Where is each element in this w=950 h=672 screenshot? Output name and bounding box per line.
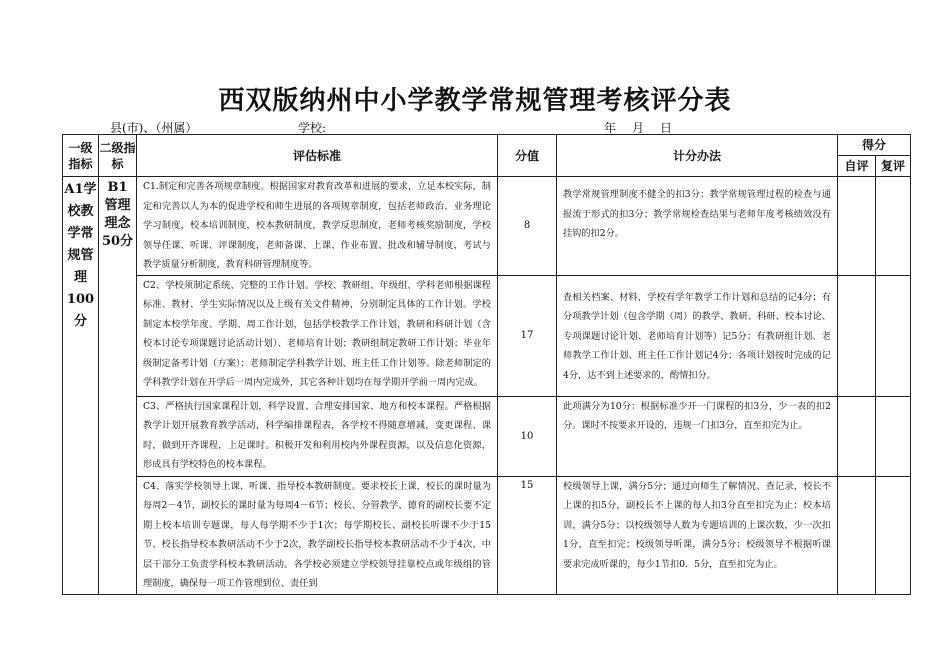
header-re-eval: 复评 bbox=[876, 156, 911, 177]
criteria-cell: C3、严格执行国家课程计划，科学设置、合理安排国家、地方和校本课程。严格根据教学计划开展教育教学活动，科学编排课程表，各学校不得随意增减，变更课程、课时，做到开齐课程，上足课时。积极开发和利用校内外课程资源，以及信息化资源，形成具有学校特色的校本课程。 bbox=[137, 396, 498, 476]
table-row bbox=[63, 396, 911, 476]
method-cell: 此项满分为10分：根据标准少开一门课程的扣3分，少一表的扣2分。课时不按要求开设的，违规一门扣3分，直至扣完为止。 bbox=[557, 396, 838, 476]
level2-indicator bbox=[99, 177, 137, 595]
header-self-eval: 自评 bbox=[838, 156, 876, 177]
date-label: 年 月 日 bbox=[604, 121, 675, 135]
level2-code: B1 bbox=[107, 180, 128, 195]
header-level2: 二级指标 bbox=[99, 135, 137, 177]
level2-name: 管理理念 bbox=[104, 198, 131, 231]
score-cell: 17 bbox=[498, 275, 557, 396]
evaluation-table bbox=[62, 134, 911, 595]
table-row bbox=[63, 177, 911, 276]
criteria-cell: C1.制定和完善各项规章制度。根据国家对教育改革和进展的要求，立足本校实际，制定和完善以人为本的促进学校和师生进展的各项规章制度，包括老师政治、业务理论学习制度，校本培训制度，校本教研制度，教学反思制度，老师考核奖励制度，学校领导任课、听课、评课制度，老师备课、上课、作业布置、批改和辅导制度，考试与教学质量分析制度，教育科研管理制度等。 bbox=[137, 177, 498, 276]
score-cell: 8 bbox=[498, 177, 557, 276]
county-label: 县(市)、（州属） bbox=[110, 121, 198, 135]
table-row bbox=[63, 476, 911, 594]
page-title: 西双版纳州中小学教学常规管理考核评分表 bbox=[218, 86, 732, 116]
re-eval-cell[interactable] bbox=[876, 396, 911, 476]
table-row bbox=[63, 275, 911, 396]
method-cell: 教学常规管理制度不健全的扣3分；教学常规管理过程的检查与通报流于形式的扣3分；教学常规检查结果与老师年度考核绩效没有挂钩的扣2分。 bbox=[557, 177, 838, 276]
criteria-cell: C4、落实学校领导上课、听课、指导校本教研制度。要求校长上课，校长的课时量为每周2－4节，副校长的课时量为每周4－6节；校长、分管教学、德育的副校长要不定期上校本培训专题课，每人每学期不少于1次；每学期校长、副校长听课不少于15节、校长指导校本教研活动不少于2次，教学副校长指导校本教研活动不少于4次，中层干部分工负责学科校本教研活动。各学校必须建立学校领导挂靠校点或年级组的管理制度，确保每一项工作管理到位、责任到 bbox=[137, 476, 498, 594]
header-criteria: 评估标准 bbox=[137, 135, 498, 177]
re-eval-cell[interactable] bbox=[876, 177, 911, 276]
re-eval-cell[interactable] bbox=[876, 275, 911, 396]
header-obtained: 得分 bbox=[838, 135, 911, 156]
header-level1: 一级指标 bbox=[63, 135, 99, 177]
score-cell: 10 bbox=[498, 396, 557, 476]
level1-indicator: A1学校教学常规管理100分 bbox=[63, 177, 99, 595]
self-eval-cell[interactable] bbox=[838, 396, 876, 476]
self-eval-cell[interactable] bbox=[838, 275, 876, 396]
header-score: 分值 bbox=[498, 135, 557, 177]
level2-points: 50分 bbox=[101, 234, 134, 249]
self-eval-cell[interactable] bbox=[838, 177, 876, 276]
score-cell: 15 bbox=[498, 476, 557, 594]
self-eval-cell[interactable] bbox=[838, 476, 876, 594]
re-eval-cell[interactable] bbox=[876, 476, 911, 594]
method-cell: 查相关档案、材料，学校有学年教学工作计划和总结的记4分；有分项教学计划（包含学期（周）的教学、教研、科研、校本讨论、专项课题讨论计划、老师培育计划等）记5分；有教研组计划、老师教学工作计划、班主任工作计划记4分；各项计划按时完成的记4分，达不到上述要求的，酌情扣分。 bbox=[557, 275, 838, 396]
criteria-cell: C2、学校须制定系统、完整的工作计划。学校、教研组、年级组、学科老师根据课程标准、教材、学生实际情况以及上级有关文件精神，分别制定具体的工作计划。学校制定本校学年度、学期、周工作计划，包括学校教学工作计划，教研和科研计划（含校本讨论专项课题讨论活动计划）、老师培育计划；教研组制定教研工作计划；毕业年级制定备考计划（方案）；老师制定学科教学计划、班主任工作计划等。除老师制定的学科教学计划在开学后一周内完成外，其它各种计划均在每学期开学前一周内完成。 bbox=[137, 275, 498, 396]
method-cell: 校级领导上课，满分5分；通过向师生了解情况、查记录，校长不上课的扣5分，副校长不上课的每人扣3分直至扣完为止；校本培训，满分5分；以校级领导人数为专题培训的上课次数，少一次扣1分，直至扣完；校级领导听课，满分5分；校级领导不根据听课要求完成听课的，每少1节扣0．5分，直至扣完为止。 bbox=[557, 476, 838, 594]
school-label: 学校: bbox=[298, 121, 327, 135]
header-method: 计分办法 bbox=[557, 135, 838, 177]
